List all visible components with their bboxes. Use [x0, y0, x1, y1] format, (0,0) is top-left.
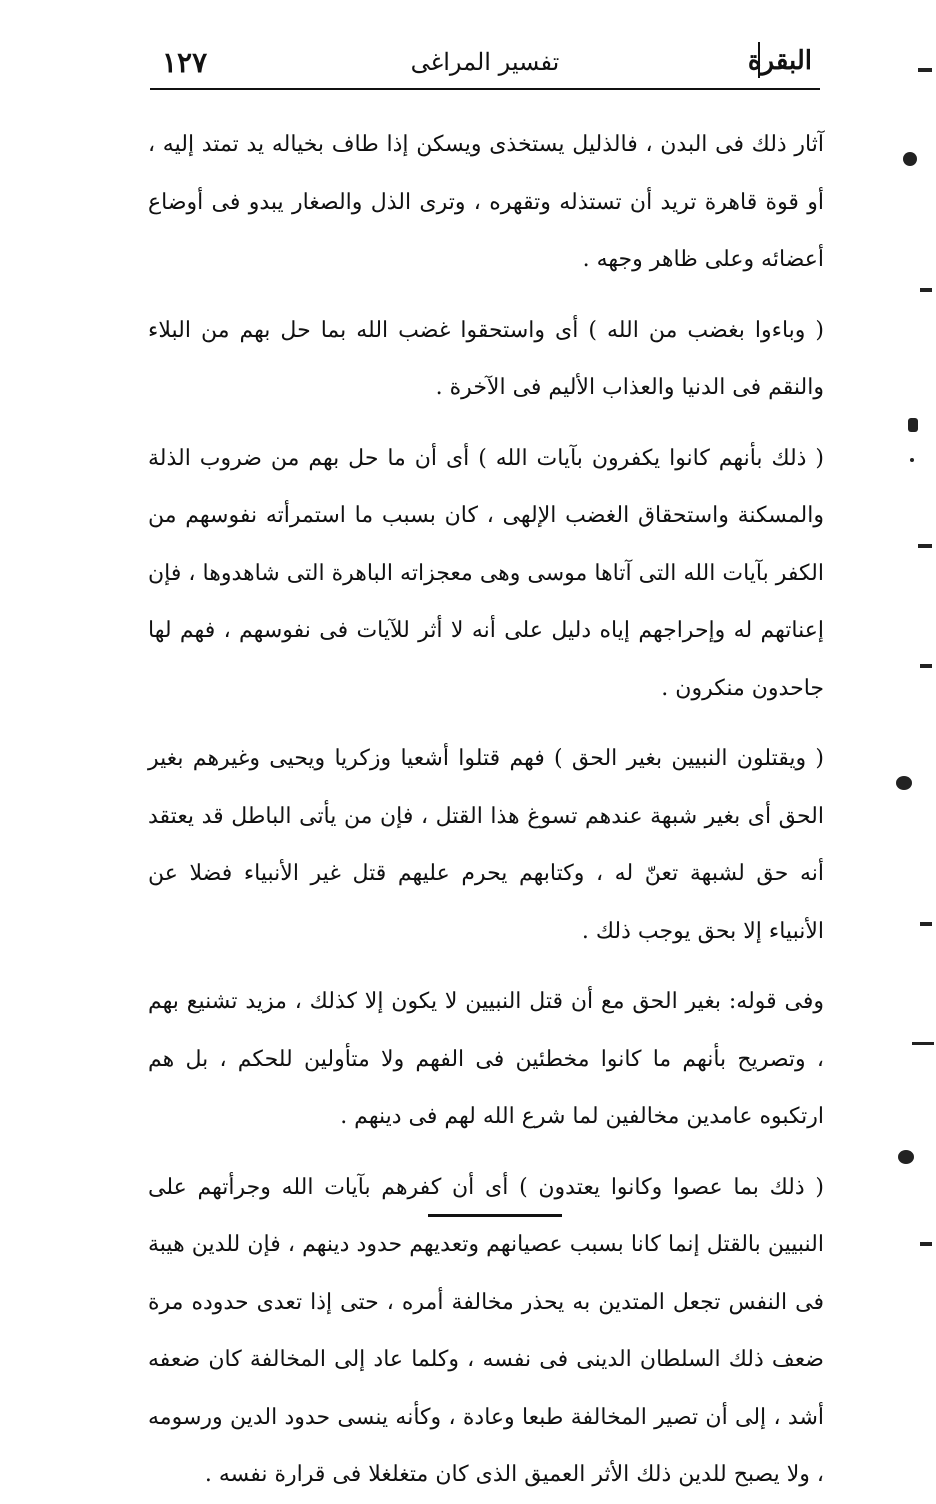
running-header	[150, 40, 820, 90]
book-title: تفسير المراغى	[410, 48, 560, 76]
page-body	[148, 116, 824, 1504]
scan-mark	[920, 1242, 932, 1246]
scan-mark	[896, 776, 912, 790]
page-number: ١٢٧	[162, 46, 208, 79]
scan-mark	[918, 68, 932, 72]
scan-mark	[920, 664, 932, 668]
scan-mark	[910, 458, 914, 462]
paragraph: ( ذلك بأنهم كانوا يكفرون بآيات الله ) أى أن ما حل بهم من ضروب الذلة والمسكنة واستحقاق الغضب الإلهى ، كان بسبب ما استمرأته نفوسهم من الكفر بآيات الله التى آتاها موسى وهى معجزاته الباهرة التى شاهدوها ، فإن إعناتهم له وإحراجهم إياه دليل على أنه لا أثر للآيات فى نفوسهم ، فهم لها جاحدون منكرون .	[148, 445, 824, 701]
scan-mark	[920, 288, 932, 292]
paragraph: ( ذلك بما عصوا وكانوا يعتدون ) أى أن كفرهم بآيات الله وجرأتهم على النبيين بالقتل إنما كانا بسبب عصيانهم وتعديهم حدود دينهم ، فإن للدين هيبة فى النفس تجعل المتدين به يحذر مخالفة أمره ، حتى إذا تعدى حدوده مرة ضعف ذلك السلطان الدينى فى نفسه ، وكلما عاد إلى المخالفة كان ضعفه أشد ، إلى أن تصير المخالفة طبعا وعادة ، وكأنه ينسى حدود الدين ورسومه ، ولا يصبح للدين ذلك الأثر العميق الذى كان متغلغلا فى قرارة نفسه .	[148, 1174, 824, 1487]
scan-mark	[898, 1150, 914, 1164]
scan-mark	[912, 1042, 934, 1045]
scan-mark	[918, 544, 932, 548]
scan-mark	[920, 922, 932, 926]
scan-mark	[908, 418, 918, 432]
paragraph: آثار ذلك فى البدن ، فالذليل يستخذى ويسكن إذا طاف بخياله يد تمتد إليه ، أو قوة قاهرة تريد أن تستذله وتقهره ، وترى الذل والصغار يبدو فى أوضاع أعضائه وعلى ظاهر وجهه .	[148, 132, 824, 272]
footer-rule	[428, 1214, 562, 1217]
scan-mark	[903, 152, 917, 166]
paragraph: ( وباءوا بغضب من الله ) أى واستحقوا غضب الله بما حل بهم من البلاء والنقم فى الدنيا والعذاب الأليم فى الآخرة .	[148, 317, 824, 400]
paragraph: ( ويقتلون النبيين بغير الحق ) فهم قتلوا أشعيا وزكريا ويحيى وغيرهم بغير الحق أى بغير شبهة عندهم تسوغ هذا القتل ، فإن من يأتى الباطل قد يعتقد أنه حق لشبهة تعنّ له ، وكتابهم يحرم عليهم قتل غير الأنبياء فضلا عن الأنبياء إلا بحق يوجب ذلك .	[148, 746, 824, 944]
paragraph: وفى قوله: بغير الحق مع أن قتل النبيين لا يكون إلا كذلك ، مزيد تشنيع بهم ، وتصريح بأنهم ما كانوا مخطئين فى الفهم ولا متأولين للحكم ، بل هم ارتكبوه عامدين مخالفين لما شرع الله لهم فى دينهم .	[148, 989, 824, 1129]
header-rule	[150, 88, 820, 90]
surah-name: البقرة	[747, 46, 812, 76]
